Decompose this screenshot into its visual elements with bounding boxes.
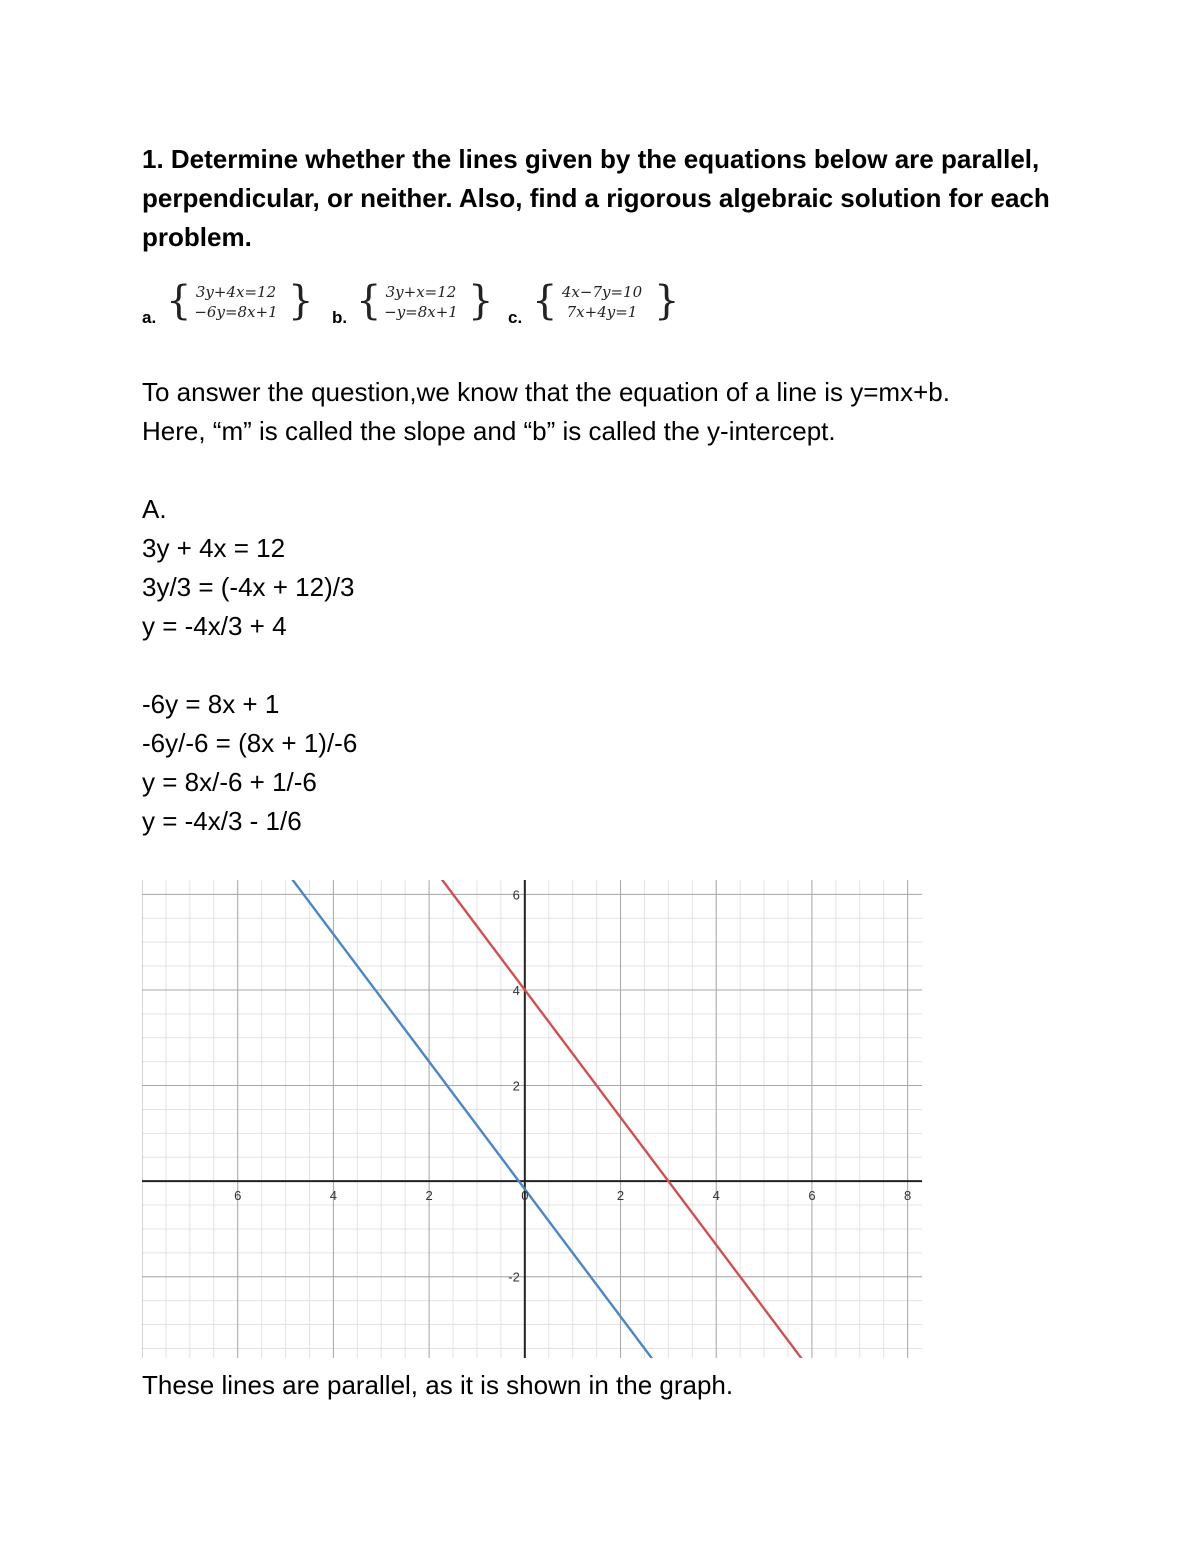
step-line: y = 8x/-6 + 1/-6 (142, 767, 317, 797)
step-line: 3y + 4x = 12 (142, 533, 286, 563)
left-brace-icon: { (532, 278, 558, 324)
system-letter: b. (332, 308, 348, 327)
x-tick-label: 6 (808, 1188, 816, 1204)
x-tick-label: 0 (521, 1188, 529, 1204)
left-brace-icon: { (356, 278, 382, 324)
system-c (508, 278, 678, 334)
y-tick-label: 6 (512, 887, 520, 903)
step-line: 3y/3 = (-4x + 12)/3 (142, 572, 355, 602)
right-brace-icon: } (288, 278, 314, 324)
step-line: y = -4x/3 + 4 (142, 611, 287, 641)
part-a-steps-second (142, 685, 1102, 841)
intro-line: Here, “m” is called the slope and “b” is called the y-intercept. (142, 416, 836, 446)
equation: 4x−7y=10 (561, 283, 643, 301)
equation: 7x+4y=1 (566, 303, 638, 321)
left-brace-icon: { (166, 278, 192, 324)
y-tick-label: -2 (508, 1269, 520, 1285)
y-tick-label: 4 (512, 982, 520, 998)
equation: −y=8x+1 (384, 303, 458, 321)
system-letter: c. (508, 308, 523, 327)
equation: 3y+4x=12 (195, 283, 277, 301)
intro-line: To answer the question,we know that the equation of a line is y=mx+b. (142, 377, 950, 407)
equation: −6y=8x+1 (194, 303, 278, 321)
equation: 3y+x=12 (385, 283, 457, 301)
part-label: A. (142, 494, 167, 524)
system-equations (181, 282, 291, 322)
step-line: -6y/-6 = (8x + 1)/-6 (142, 728, 358, 758)
series-line (142, 880, 922, 1358)
right-brace-icon: } (468, 278, 494, 324)
right-brace-icon: } (654, 278, 680, 324)
system-letter: a. (142, 308, 157, 327)
line-graph (142, 880, 922, 1358)
step-line: y = -4x/3 - 1/6 (142, 806, 302, 836)
x-tick-label: 4 (329, 1188, 338, 1204)
y-tick-label: 2 (512, 1078, 520, 1094)
question-heading: 1. Determine whether the lines given by the equations below are parallel, perpendicular, or neither. Also, find a rigorous algebraic solution for each problem. (142, 144, 1050, 252)
system-equations (371, 282, 471, 322)
x-tick-label: 4 (712, 1188, 720, 1204)
x-tick-label: 8 (904, 1188, 912, 1204)
series-line (142, 880, 922, 1358)
x-tick-label: 2 (616, 1188, 625, 1204)
system-a (142, 278, 312, 334)
equation-systems (142, 278, 702, 338)
step-line: -6y = 8x + 1 (142, 689, 280, 719)
system-equations (547, 282, 657, 322)
x-tick-label: 6 (234, 1188, 242, 1204)
x-tick-label: 2 (425, 1188, 433, 1204)
system-b (332, 278, 492, 334)
intro-paragraph (142, 373, 1102, 451)
conclusion-text: These lines are parallel, as it is shown in the graph. (142, 1370, 734, 1400)
part-a-steps (142, 490, 1102, 646)
